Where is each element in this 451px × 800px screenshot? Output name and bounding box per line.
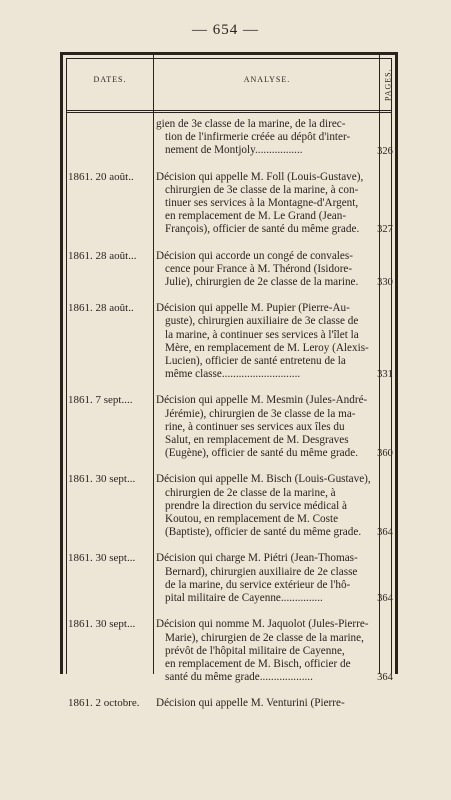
entry-row — [60, 118, 398, 158]
entry-analysis — [156, 118, 378, 158]
analysis-line: Décision qui charge M. Piétri (Jean-Thomas- — [156, 552, 358, 565]
analysis-line: Mère, en remplacement de M. Leroy (Alexis- — [165, 341, 369, 354]
analysis-line: prévôt de l'hôpital militaire de Cayenne, — [165, 644, 345, 657]
entry-date: 1861. 28 août.. — [68, 302, 134, 315]
analysis-line: pital militaire de Cayenne............... — [165, 592, 323, 605]
entry-page-ref: 360 — [377, 448, 393, 460]
analysis-line: chirurgien de 2e classe de la marine, à — [165, 486, 336, 499]
entry-analysis — [156, 394, 378, 460]
analysis-line: Décision qui appelle M. Bisch (Louis-Gustave), — [156, 473, 371, 486]
entry-page-ref: 326 — [377, 145, 393, 157]
analysis-line: tinuer ses services à la Montagne-d'Argent, — [165, 197, 359, 210]
entry-page-ref: 327 — [377, 224, 393, 236]
analysis-line: (Eugène), officier de santé du même grade. — [165, 447, 359, 460]
entry-page-ref: 364 — [377, 527, 393, 539]
analysis-line: de la marine, du service extérieur de l'hô- — [165, 578, 351, 591]
column-header-pages: PAGES. — [383, 68, 393, 102]
entry-row — [60, 302, 398, 381]
column-header-analyse: ANALYSE. — [243, 75, 291, 84]
analysis-line: rine, à continuer ses services aux îles du — [165, 420, 345, 433]
entry-analysis — [156, 697, 378, 710]
analysis-line: Décision qui accorde un congé de convales- — [156, 249, 353, 262]
entry-row — [60, 394, 398, 460]
analysis-line: guste), chirurgien auxiliaire de 3e classe de — [165, 315, 359, 328]
analysis-line: François), officier de santé du même grade. — [165, 223, 360, 236]
entry-row — [60, 618, 398, 684]
analysis-line: la marine, à continuer ses services à l'îlet la — [165, 328, 359, 341]
analysis-line: gien de 3e classe de la marine, de la direc- — [156, 118, 346, 130]
analysis-line: Décision qui appelle M. Foll (Louis-Gustave), — [156, 170, 364, 183]
analysis-line: Bernard), chirurgien auxiliaire de 2e classe — [165, 565, 358, 578]
analysis-line: Décision qui appelle M. Mesmin (Jules-André- — [156, 394, 368, 407]
entry-row — [60, 552, 398, 605]
analysis-line: Salut, en remplacement de M. Desgraves — [165, 434, 349, 447]
entry-date: 1861. 2 octobre. — [68, 697, 140, 710]
entry-date: 1861. 7 sept.... — [68, 394, 133, 407]
entry-date: 1861. 30 sept... — [68, 473, 136, 486]
entry-row — [60, 473, 398, 539]
entry-date: 1861. 28 août... — [68, 249, 137, 262]
entry-analysis — [156, 552, 378, 605]
header-rule — [66, 110, 392, 111]
analysis-line: Jérémie), chirurgien de 3e classe de la ma- — [165, 407, 356, 420]
analysis-line: même classe............................ — [165, 368, 301, 381]
analysis-line: en remplacement de M. Bisch, officier de — [165, 657, 351, 670]
analysis-line: Décision qui appelle M. Pupier (Pierre-Au- — [156, 302, 350, 315]
analysis-line: nement de Montjoly................. — [165, 144, 303, 157]
entry-analysis — [156, 473, 378, 539]
entry-page-ref: 331 — [377, 369, 393, 381]
entry-page-ref: 364 — [377, 672, 393, 684]
analysis-line: santé du même grade................... — [165, 671, 313, 684]
analysis-line: Koutou, en remplacement de M. Coste — [165, 513, 339, 526]
entry-page-ref: 330 — [377, 277, 393, 289]
entry-analysis — [156, 250, 378, 290]
entry-analysis — [156, 302, 378, 381]
entry-row — [60, 250, 398, 290]
entry-date: 1861. 30 sept... — [68, 552, 136, 565]
page-number: — 654 — — [192, 22, 259, 38]
analysis-line: Julie), chirurgien de 2e classe de la marine. — [165, 276, 359, 289]
entry-date: 1861. 30 sept... — [68, 618, 136, 631]
analysis-line: prendre la direction du service médical à — [165, 499, 348, 512]
entry-date: 1861. 20 août.. — [68, 170, 134, 183]
analysis-line: Décision qui nomme M. Jaquolot (Jules-Pierre- — [156, 618, 369, 631]
analysis-line: Décision qui appelle M. Venturini (Pierre- — [156, 697, 345, 710]
entry-row — [60, 697, 398, 710]
entry-row — [60, 171, 398, 237]
analysis-line: Lucien), officier de santé entretenu de la — [165, 355, 346, 368]
header-rule-double — [66, 112, 392, 113]
entry-analysis — [156, 618, 378, 684]
entry-analysis — [156, 171, 378, 237]
analysis-line: chirurgien de 3e classe de la marine, à con- — [165, 183, 359, 196]
entry-page-ref: 364 — [377, 593, 393, 605]
analysis-line: cence pour France à M. Thérond (Isidore- — [165, 262, 353, 275]
analysis-line: Marie), chirurgien de 2e classe de la marine, — [165, 631, 364, 644]
analysis-line: tion de l'infirmerie créée au dépôt d'inter- — [165, 131, 351, 144]
analysis-line: (Baptiste), officier de santé du même grade. — [165, 526, 362, 539]
entries-list — [60, 118, 398, 724]
column-header-dates: DATES. — [93, 75, 127, 84]
analysis-line: en remplacement de M. Le Grand (Jean- — [165, 210, 347, 223]
